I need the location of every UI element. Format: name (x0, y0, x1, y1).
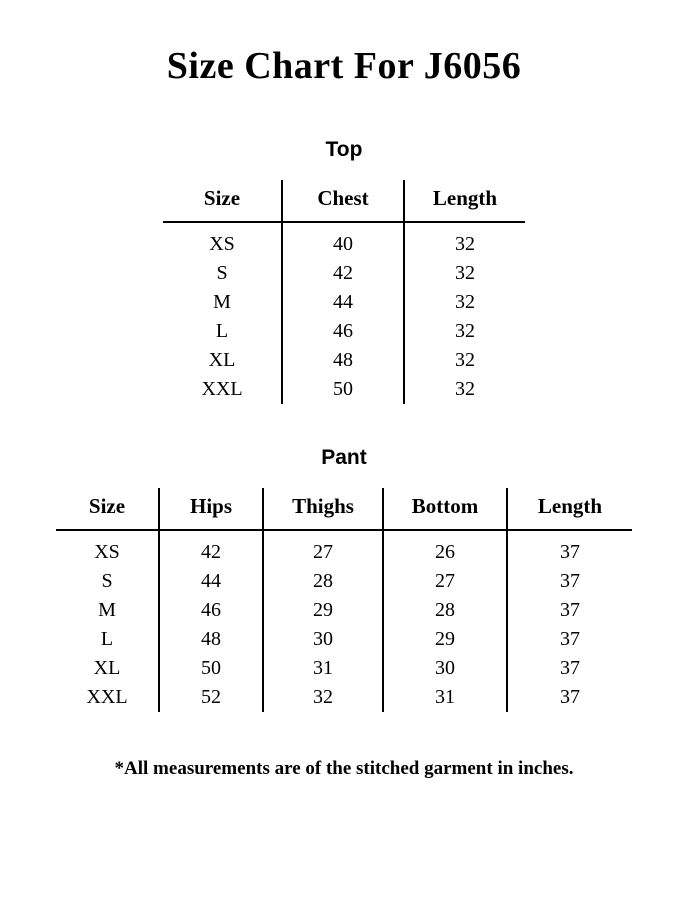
cell-bottom: 30 (383, 654, 507, 683)
pant-table-body (56, 530, 632, 712)
cell-chest: 48 (282, 346, 404, 375)
cell-bottom: 27 (383, 567, 507, 596)
column-header-size: Size (56, 488, 159, 530)
cell-length: 32 (404, 259, 525, 288)
cell-hips: 42 (159, 530, 263, 567)
cell-length: 32 (404, 346, 525, 375)
cell-hips: 46 (159, 596, 263, 625)
cell-bottom: 28 (383, 596, 507, 625)
page-title: Size Chart For J6056 (166, 45, 522, 87)
column-header-length: Length (507, 488, 632, 530)
top-table-head (163, 180, 525, 222)
cell-chest: 50 (282, 375, 404, 404)
cell-length: 32 (404, 375, 525, 404)
cell-length: 32 (404, 222, 525, 259)
cell-chest: 46 (282, 317, 404, 346)
table-header-row (163, 180, 525, 222)
column-header-length: Length (404, 180, 525, 222)
cell-size: M (213, 291, 231, 313)
cell-chest: 40 (282, 222, 404, 259)
cell-hips: 52 (159, 683, 263, 712)
cell-length: 37 (507, 625, 632, 654)
cell-length: 37 (507, 683, 632, 712)
cell-size: XL (93, 657, 121, 679)
cell-bottom: 31 (383, 683, 507, 712)
measurements-footnote: *All measurements are of the stitched garment in inches. (114, 758, 574, 779)
cell-bottom: 26 (383, 530, 507, 567)
cell-length: 37 (507, 654, 632, 683)
cell-size: XL (208, 349, 236, 371)
section-heading-pant: Pant (321, 446, 367, 469)
table-row (56, 654, 632, 683)
column-header-thighs: Thighs (263, 488, 383, 530)
table-row (56, 625, 632, 654)
cell-length: 32 (404, 317, 525, 346)
cell-bottom: 29 (383, 625, 507, 654)
column-header-size: Size (163, 180, 282, 222)
top-size-table (163, 180, 525, 404)
cell-thighs: 28 (263, 567, 383, 596)
column-header-hips: Hips (159, 488, 263, 530)
cell-size: M (98, 599, 116, 621)
top-table-body (163, 222, 525, 404)
table-row (56, 567, 632, 596)
section-heading-top: Top (325, 138, 363, 161)
cell-size: XXL (201, 378, 243, 400)
cell-size: S (101, 570, 113, 592)
top-table-wrapper (0, 180, 688, 404)
cell-length: 37 (507, 530, 632, 567)
table-row (163, 288, 525, 317)
cell-chest: 44 (282, 288, 404, 317)
cell-hips: 50 (159, 654, 263, 683)
cell-size: XXL (86, 686, 128, 708)
cell-thighs: 29 (263, 596, 383, 625)
cell-hips: 44 (159, 567, 263, 596)
column-header-chest: Chest (282, 180, 404, 222)
table-row (163, 222, 525, 259)
table-row (163, 317, 525, 346)
pant-table-wrapper (0, 488, 688, 712)
table-row (163, 375, 525, 404)
cell-thighs: 31 (263, 654, 383, 683)
cell-size: XS (94, 541, 120, 563)
cell-length: 32 (404, 288, 525, 317)
cell-chest: 42 (282, 259, 404, 288)
cell-size: L (100, 628, 114, 650)
table-row (56, 530, 632, 567)
table-row (56, 683, 632, 712)
cell-size: S (216, 262, 228, 284)
pant-size-table (56, 488, 632, 712)
table-row (163, 346, 525, 375)
size-chart-page (0, 44, 688, 923)
cell-hips: 48 (159, 625, 263, 654)
cell-size: XS (209, 233, 235, 255)
table-header-row (56, 488, 632, 530)
cell-thighs: 32 (263, 683, 383, 712)
table-row (163, 259, 525, 288)
cell-length: 37 (507, 596, 632, 625)
table-row (56, 596, 632, 625)
cell-thighs: 30 (263, 625, 383, 654)
column-header-bottom: Bottom (383, 488, 507, 530)
cell-length: 37 (507, 567, 632, 596)
pant-table-head (56, 488, 632, 530)
cell-thighs: 27 (263, 530, 383, 567)
cell-size: L (215, 320, 229, 342)
